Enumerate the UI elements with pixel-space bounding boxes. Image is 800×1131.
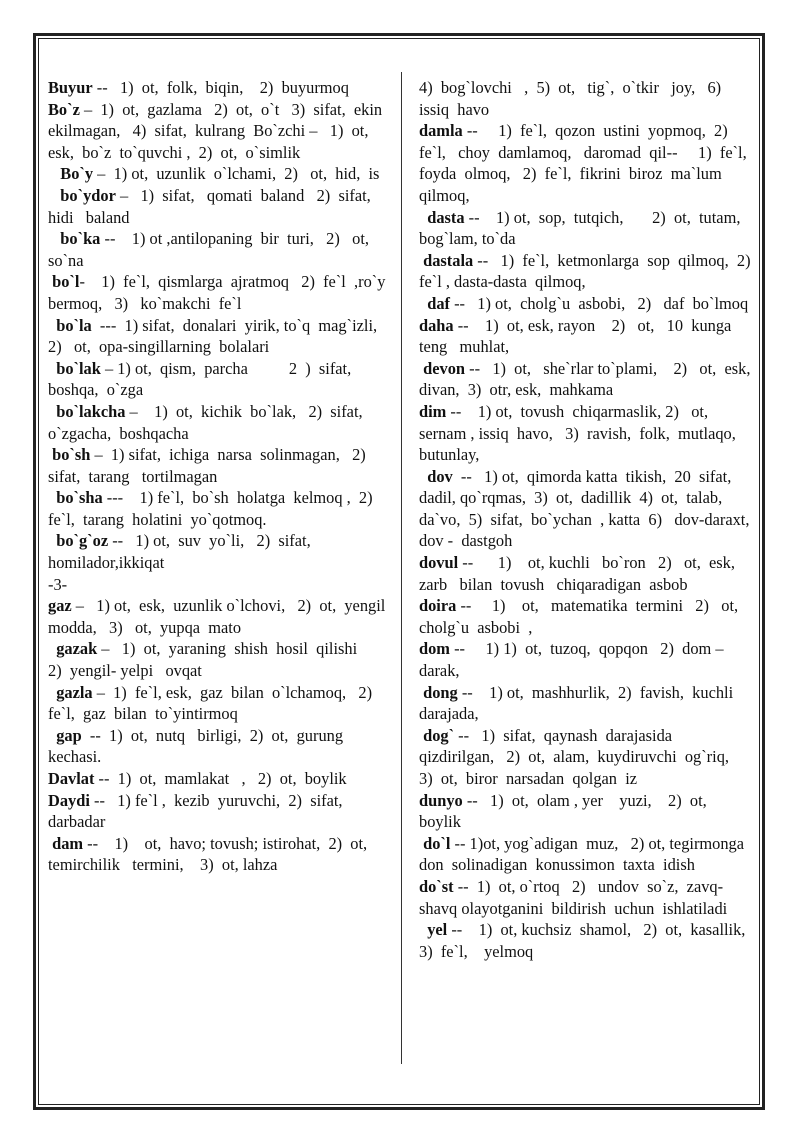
entry-definition: – 1) ot, esk, uzunlik o`lchovi, 2) ot, yengil modda, 3) ot, yupqa mato [48, 596, 390, 637]
dictionary-entry [48, 638, 386, 681]
dictionary-entry [48, 271, 394, 314]
entry-headword: gazla [48, 682, 93, 702]
entry-headword: dog` [419, 725, 455, 745]
dictionary-entry [419, 315, 754, 358]
entry-definition: – 1) ot, yaraning shish hosil qilishi 2) yengil- yelpi ovqat [48, 639, 386, 681]
entry-headword: dunyo [419, 790, 463, 810]
entry-definition: – 1) ot, kichik bo`lak, 2) sifat, o`zgacha, boshqacha [48, 401, 371, 443]
entry-definition: -- 1)ot, yog`adigan muz, 2) ot, tegirmonga don solinadigan konussimon taxta idish [419, 833, 753, 875]
entry-headword: Daydi [48, 790, 90, 810]
entry-definition: -- 1) fe`l, ketmonlarga sop qilmoq, 2) fe`l , dasta-dasta qilmoq, [419, 250, 763, 292]
dictionary-entry [48, 315, 390, 358]
dictionary-entry [419, 919, 758, 962]
entry-definition: -- 1) 1) ot, tuzoq, qopqon 2) dom – darak, [419, 639, 728, 681]
dictionary-entry [48, 833, 386, 876]
entry-headword: dom [419, 639, 450, 659]
entry-headword: dovul [419, 553, 459, 573]
dictionary-entry [48, 682, 386, 725]
entry-definition: --- 1) sifat, donalari yirik, to`q mag`izli, 2) ot, opa-singillarning bolalari [48, 315, 390, 357]
dictionary-entry [419, 790, 754, 833]
dictionary-entry [419, 466, 762, 552]
entry-headword: Bo`z [48, 99, 80, 119]
entry-definition: -- 1) ot, olam , yer yuzi, 2) ot, boylik [419, 790, 715, 832]
dictionary-entry [48, 444, 386, 487]
dictionary-entry [419, 120, 754, 206]
entry-definition: -- 1) ot, o`rtoq 2) undov so`z, zavq-shavq olayotganini bildirish uchun ishlatiladi [419, 876, 728, 918]
dictionary-entry [48, 487, 386, 530]
entry-definition: – 1) ot, qism, parcha 2 ) sifat, boshqa, o`zga [48, 358, 360, 400]
entry-headword: do`st [419, 876, 454, 896]
entry-definition: -- 1) ot, kuchli bo`ron 2) ot, esk, zarb bilan tovush chiqaradigan asbob [419, 553, 744, 594]
entry-definition: - 1) fe`l, qismlarga ajratmoq 2) fe`l ,ro`y bermoq, 3) ko`makchi fe`l [48, 272, 394, 313]
entry-definition: -- 1) ot, tovush chiqarmaslik, 2) ot, sernam , issiq havo, 3) ravish, folk, mutlaqo, butunlay, [419, 401, 745, 465]
entry-definition: -- 1) ot, matematika termini 2) ot, cholg`u asbobi , [419, 596, 747, 637]
entry-headword: yel [419, 920, 448, 940]
entry-definition: -- 1) ot, cholg`u asbobi, 2) daf bo`lmoq [449, 293, 749, 313]
dictionary-entry [48, 228, 386, 271]
dictionary-entry [48, 725, 386, 768]
entry-definition: -- 1) ot ,antilopaning bir turi, 2) ot, so`na [48, 229, 382, 270]
entry-headword: bo`sha [48, 488, 103, 508]
entry-headword: bo`l [48, 272, 80, 292]
left-column [48, 77, 394, 876]
dictionary-entry [419, 293, 754, 315]
entry-headword: devon [419, 358, 466, 378]
entry-headword: dastala [419, 250, 474, 270]
entry-definition: -- 1) ot, mashhurlik, 2) favish, kuchli darajada, [419, 682, 746, 724]
dictionary-entry [419, 876, 754, 919]
entry-headword: bo`lakcha [48, 401, 126, 421]
entry-definition: -- 1) fe`l, qozon ustini yopmoq, 2) fe`l, choy damlamoq, daromad qil-- 1) fe`l, foyda olmoq, 2) fe`l, fikrini biroz ma`lum qilmoq, [419, 121, 755, 205]
entry-headword: dov [419, 466, 453, 486]
column-divider [401, 72, 402, 1064]
entry-definition: -- 1) ot, suv yo`li, 2) sifat, homilador,ikkiqat [48, 531, 319, 573]
entry-headword: dam [48, 833, 84, 853]
dictionary-entry [419, 682, 754, 725]
entry-definition: – 1) fe`l, esk, gaz bilan o`lchamoq, 2) fe`l, gaz bilan to`yintirmoq [48, 682, 381, 724]
entry-definition: --- 1) fe`l, bo`sh holatga kelmoq , 2) fe`l, tarang holatini yo`qotmoq. [48, 488, 385, 529]
dictionary-entry [48, 768, 386, 790]
entry-definition: -- 1) fe`l , kezib yuruvchi, 2) sifat, darbadar [48, 790, 351, 832]
entry-headword: doira [419, 596, 457, 616]
dictionary-entry [48, 790, 386, 833]
dictionary-entry [419, 833, 754, 876]
entry-headword: gazak [48, 639, 98, 659]
dictionary-entry [48, 163, 386, 185]
dictionary-entry [419, 638, 754, 681]
entry-definition: -- 1) ot, sop, tutqich, 2) ot, tutam, bog`lam, to`da [419, 207, 745, 249]
dictionary-entry [419, 552, 754, 595]
entry-definition: -- 1) sifat, qaynash darajasida qizdirilgan, 2) ot, alam, kuydiruvchi og`riq, 3) ot, biror narsadan qolgan iz [419, 725, 746, 788]
dictionary-entry [48, 77, 386, 99]
dictionary-entry [419, 250, 763, 293]
entry-definition: -3- [48, 574, 68, 594]
entry-definition: – 1) ot, uzunlik o`lchami, 2) ot, hid, is [93, 164, 380, 184]
entry-definition: – 1) sifat, qomati baland 2) sifat, hidi baland [48, 185, 384, 227]
right-column [419, 77, 763, 962]
entry-headword: Bo`y [48, 164, 94, 184]
entry-headword: dasta [419, 207, 465, 227]
entry-definition: -- 1) ot, folk, biqin, 2) buyurmoq [92, 78, 349, 97]
entry-definition: 4) bog`lovchi , 5) ot, tig`, o`tkir joy, 6) issiq havo [419, 78, 730, 119]
entry-headword: bo`ydor [48, 185, 116, 205]
entry-headword: bo`sh [48, 445, 91, 465]
entry-definition: -- 1) ot, mamlakat , 2) ot, boylik [94, 769, 347, 788]
entry-headword: Davlat [48, 769, 95, 788]
dictionary-entry [419, 77, 754, 120]
dictionary-entry [48, 99, 391, 164]
entry-definition: -- 1) ot, kuchsiz shamol, 2) ot, kasallik, 3) fe`l, yelmoq [419, 920, 758, 961]
entry-headword: do`l [419, 833, 451, 853]
entry-headword: daha [419, 315, 454, 335]
entry-definition: -- 1) ot, qimorda katta tikish, 20 sifat, dadil, qo`rqmas, 3) ot, dadillik 4) ot, talab, da`vo, 5) sifat, bo`ychan , katta 6) dov-daraxt, dov - dastgoh [419, 466, 762, 551]
entry-headword: Buyur [48, 78, 93, 97]
entry-headword: bo`lak [48, 358, 101, 378]
entry-headword: bo`ka [48, 229, 101, 249]
dictionary-entry [48, 401, 386, 444]
entry-definition: – 1) sifat, ichiga narsa solinmagan, 2) sifat, tarang tortilmagan [48, 445, 374, 486]
dictionary-entry [419, 725, 754, 790]
dictionary-entry [48, 358, 386, 401]
entry-definition: -- 1) ot, nutq birligi, 2) ot, gurung kechasi. [48, 725, 356, 767]
entry-headword: daf [419, 293, 450, 313]
dictionary-entry [419, 401, 754, 466]
entry-headword: bo`la [48, 315, 92, 335]
entry-definition: -- 1) ot, esk, rayon 2) ot, 10 kunga teng muhlat, [419, 315, 744, 357]
dictionary-entry [48, 595, 390, 638]
entry-headword: gap [48, 725, 82, 745]
dictionary-entry [419, 207, 754, 250]
entry-headword: gaz [48, 596, 72, 616]
entry-headword: damla [419, 121, 463, 141]
entry-headword: dim [419, 401, 447, 421]
dictionary-entry [419, 358, 763, 401]
dictionary-entry [48, 530, 386, 573]
dictionary-entry [48, 574, 386, 596]
dictionary-entry [48, 185, 386, 228]
dictionary-entry [419, 595, 754, 638]
entry-definition: -- 1) ot, havo; tovush; istirohat, 2) ot, temirchilik termini, 3) ot, lahza [48, 833, 380, 875]
entry-headword: bo`g`oz [48, 531, 109, 551]
entry-definition: -- 1) ot, she`rlar to`plami, 2) ot, esk, divan, 3) otr, esk, mahkama [419, 358, 763, 400]
entry-definition: – 1) ot, gazlama 2) ot, o`t 3) sifat, ekin ekilmagan, 4) sifat, kulrang Bo`zchi – 1) ot, esk, bo`z to`quvchi , 2) ot, o`simlik [48, 99, 391, 162]
entry-headword: dong [419, 682, 458, 702]
